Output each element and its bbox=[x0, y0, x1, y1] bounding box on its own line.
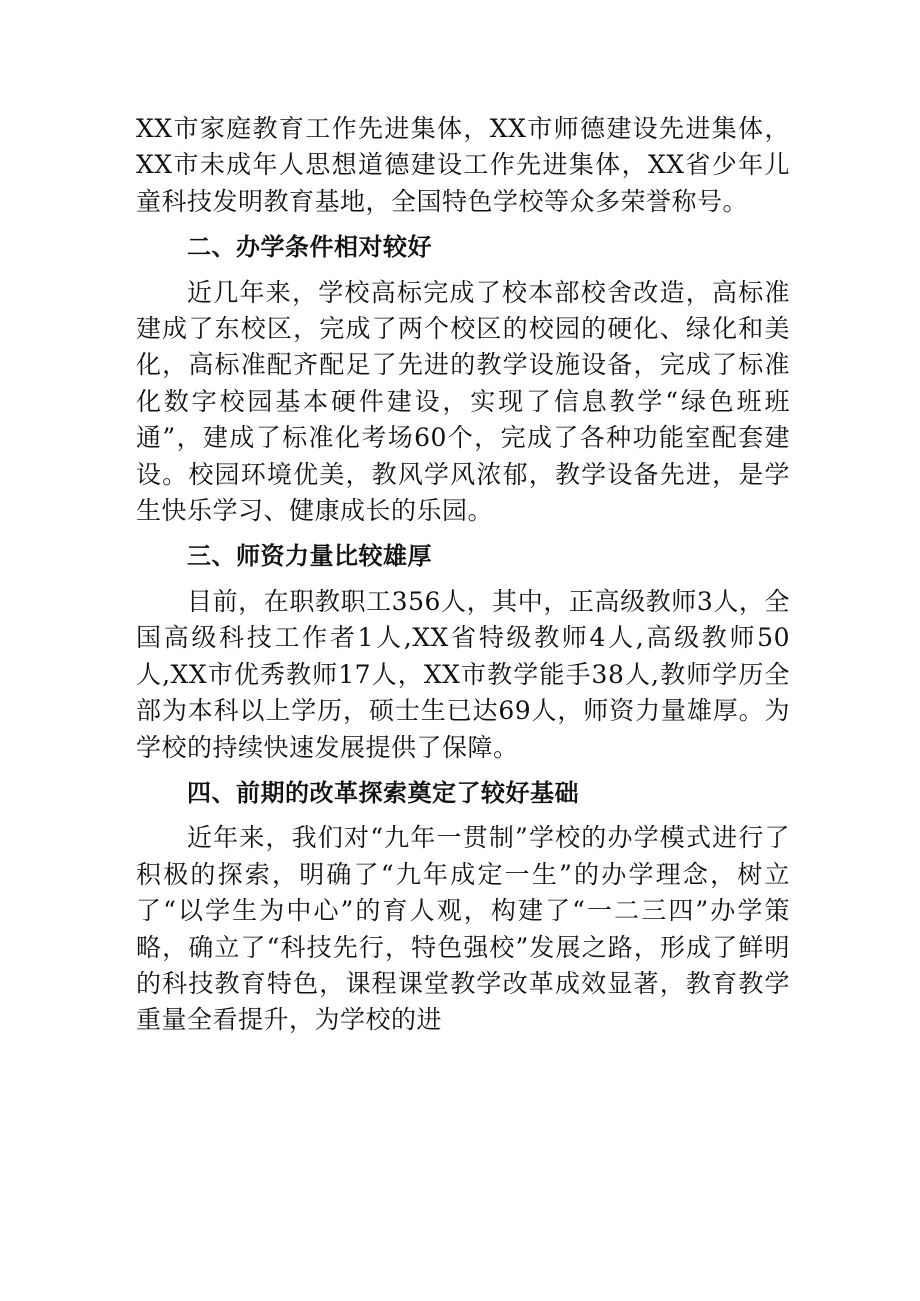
paragraph-reform: 近年来，我们对“九年一贯制”学校的办学模式进行了积极的探索，明确了“九年成定一生”的办学理念，树立了“以学生为中心”的育人观，构建了“一二三四”办学策略，确立了“科技先行，特色强校”发展之路，形成了鲜明的科技教育特色，课程课堂教学改革成效显著，教育教学重量全看提升，为学校的进 bbox=[136, 823, 791, 1035]
section-heading-conditions: 二、办学条件相对较好 bbox=[187, 233, 432, 262]
paragraph-faculty: 目前，在职教职工356人，其中，正高级教师3人，全国高级科技工作者1人,XX省特级教师4人,高级教师50人,XX市优秀教师17人，XX市教学能手38人,教师学历全部为本科以上学历，硕士生已达69人，师资力量雄厚。为学校的持续快速发展提供了保障。 bbox=[136, 586, 790, 762]
section-heading-reform: 四、前期的改革探索奠定了较好基础 bbox=[187, 778, 579, 807]
section-heading-faculty: 三、师资力量比较雄厚 bbox=[187, 542, 432, 571]
paragraph-honors-continued: XX市家庭教育工作先进集体，XX市师德建设先进集体，XX市未成年人思想道德建设工作先进集体，XX省少年儿童科技发明教育基地，全国特色学校等众多荣誉称号。 bbox=[136, 114, 790, 216]
document-body bbox=[136, 111, 790, 1039]
paragraph-conditions: 近几年来，学校高标完成了校本部校舍改造，高标准建成了东校区，完成了两个校区的校园的硬化、绿化和美化，高标准配齐配足了先进的教学设施设备，完成了标准化数字校园基本硬件建设，实现了信息教学“绿色班班通”，建成了标准化考场60个，完成了各种功能室配套建设。校园环境优美，教风学风浓郁，教学设备先进，是学生快乐学习、健康成长的乐园。 bbox=[136, 277, 790, 526]
